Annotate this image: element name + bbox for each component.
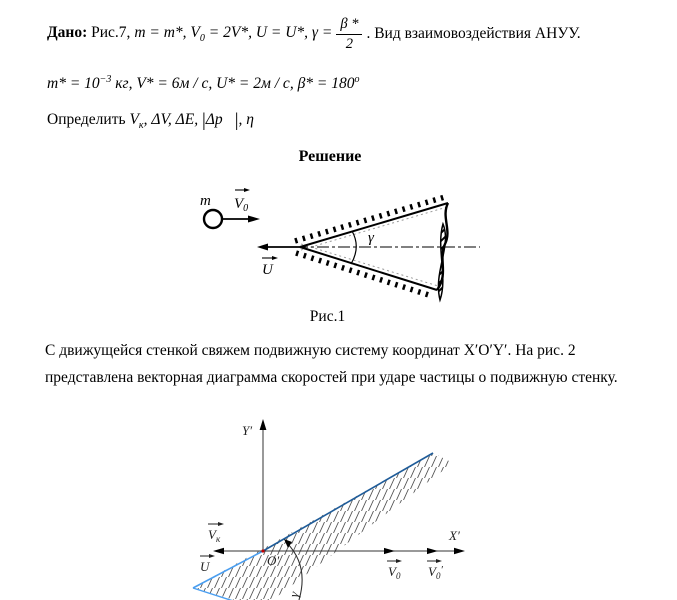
gamma-label: γ bbox=[285, 590, 302, 599]
fraction-denominator: 2 bbox=[345, 35, 354, 52]
fraction-numerator: β * bbox=[336, 16, 362, 35]
cone-lower-hatch-ticks bbox=[296, 253, 432, 296]
mass-label: m bbox=[200, 193, 211, 209]
vk-label: $V_к$ bbox=[208, 527, 221, 544]
v0p-vector-arrowhead-icon bbox=[427, 548, 438, 554]
fig1-cone bbox=[275, 197, 480, 300]
params-exponent: −3 bbox=[99, 74, 112, 85]
body-paragraph: С движущейся стенкой свяжем подвижную систему координат X′O′Y′. На рис. 2 представлена векторная диаграмма скоростей при ударе частицы о подвижную стенку. bbox=[45, 342, 618, 386]
given-math-sub0: 0 bbox=[199, 33, 205, 45]
v0-arrowhead-icon bbox=[248, 216, 260, 223]
v0-label-overarrow-head-icon bbox=[396, 559, 402, 563]
find-middle: , ΔV, ΔE, bbox=[143, 111, 202, 128]
given-math-2: = 2V*, U = U*, γ = bbox=[204, 24, 333, 42]
v0p-label-overarrow-head-icon bbox=[436, 559, 442, 563]
params-part1: m* = 10 bbox=[47, 75, 100, 93]
given-post: . Вид взаимовоздействия АНУУ. bbox=[366, 25, 581, 43]
v0-vector-arrowhead-icon bbox=[384, 548, 395, 554]
fraction-beta-over-2 bbox=[336, 16, 362, 52]
x-axis-label: X′ bbox=[449, 528, 460, 543]
abs-bar-close: | bbox=[234, 110, 239, 131]
y-axis-arrowhead-icon bbox=[260, 419, 267, 430]
figure-1-cone-diagram bbox=[190, 180, 490, 308]
fig2-u-label bbox=[200, 554, 215, 574]
fig2-v0-prime-label bbox=[427, 559, 443, 581]
u-label: U bbox=[200, 559, 210, 574]
u-arrowhead-icon bbox=[257, 244, 268, 251]
v0-label: $V_0$ bbox=[388, 564, 401, 581]
given-label: Дано: bbox=[47, 24, 88, 42]
v0-label-overarrow-head-icon bbox=[244, 188, 250, 192]
wall-hatch-region bbox=[193, 453, 453, 600]
u-label: U bbox=[262, 262, 273, 278]
fig1-u-vector bbox=[257, 244, 300, 279]
origin-label: O′ bbox=[267, 553, 280, 568]
fig2-v0-label bbox=[387, 559, 402, 581]
fig2-wall bbox=[193, 453, 453, 600]
particle-circle-icon bbox=[204, 210, 222, 228]
find-v-sub: к bbox=[138, 120, 144, 132]
params-degree: o bbox=[354, 74, 360, 85]
u-label-overarrow-head-icon bbox=[209, 554, 215, 558]
find-dp: Δp⃗ bbox=[205, 111, 235, 128]
origin-point bbox=[261, 549, 264, 552]
cone-lower-edge bbox=[300, 247, 437, 290]
find-label: Определить bbox=[47, 111, 130, 128]
v0-label: $V_0$ bbox=[234, 196, 249, 214]
find-line bbox=[47, 110, 254, 132]
u-label-overarrow-head-icon bbox=[272, 256, 278, 260]
cone-lower-inner-dotted bbox=[301, 244, 438, 286]
x-axis-arrowhead-icon bbox=[454, 548, 465, 554]
given-math-1: m = m*, V bbox=[134, 24, 200, 42]
params-part2: кг, V* = 6м / с, U* = 2м / с, β* = 180 bbox=[111, 75, 355, 93]
vk-vector-arrowhead-icon bbox=[213, 548, 224, 554]
given-pre: Рис.7, bbox=[87, 24, 135, 42]
fig1-particle bbox=[200, 188, 260, 228]
cone-upper-inner-dotted bbox=[301, 207, 447, 250]
cone-upper-edge bbox=[300, 203, 448, 247]
solution-heading: Решение bbox=[298, 148, 362, 165]
find-eta: , η bbox=[238, 111, 254, 128]
figure-2-vector-diagram bbox=[150, 412, 540, 600]
cone-section-hatched-lens bbox=[438, 224, 445, 300]
given-line bbox=[47, 16, 581, 52]
gamma-label: γ bbox=[368, 230, 374, 246]
y-axis-label: Y′ bbox=[242, 423, 253, 438]
vk-label-overarrow-head-icon bbox=[218, 522, 224, 526]
find-v: V bbox=[129, 111, 139, 128]
given-text bbox=[47, 24, 332, 44]
abs-bar-open: | bbox=[201, 110, 206, 131]
figure-1-caption: Рис.1 bbox=[309, 308, 346, 325]
fig2-vk-label bbox=[208, 522, 224, 544]
v0-prime-label: $V_0'$ bbox=[428, 564, 443, 581]
parameters-line bbox=[47, 74, 360, 93]
